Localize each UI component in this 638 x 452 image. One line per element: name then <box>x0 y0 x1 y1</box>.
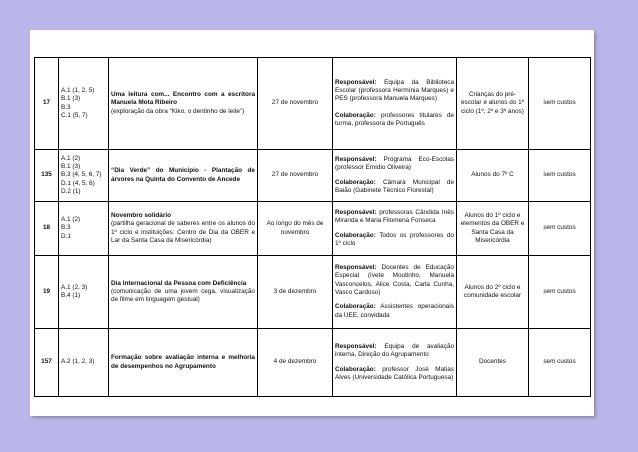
objective-code: B.3 (4, 5, 6, 7) <box>61 171 102 179</box>
objective-code: D.1 <box>61 232 71 240</box>
responsibles <box>333 256 457 329</box>
activity-details: (comunicação de uma jovem cega, visualização de filme em linguagem gestual) <box>111 287 255 304</box>
collaboration-text: Câmara Municipal de Baião (Gabinete Técnico Florestal) <box>335 178 454 194</box>
objective-code: A.2 (1, 2, 3) <box>61 358 95 366</box>
target-audience: Alunos do 7º C <box>457 150 529 202</box>
objective-codes <box>59 202 109 256</box>
cost: sem custos <box>529 202 591 256</box>
activity-description <box>109 329 258 397</box>
responsible-text: Docentes de Educação Especial (Ivete Moutinho, Manuela Vasconcelos, Alice Costa, Carla Cunha, Vasco Cardoso) <box>335 264 454 296</box>
objective-code: A.1 (1, 2, 5) <box>61 86 95 94</box>
objective-code: B.4 (1) <box>61 292 81 299</box>
activity-date: 3 de dezembro <box>258 256 333 329</box>
cost: sem custos <box>529 256 591 329</box>
activity-title: “Dia Verde” do Município - Plantação de árvores na Quinta do Convento de Ancede <box>111 167 255 183</box>
target-audience: Alunos do 2º ciclo e comunidade escolar <box>457 256 529 329</box>
collaboration-label: Colaboração: <box>335 231 376 239</box>
responsible-text: Programa Eco-Escolas (professor Emídio Oliveira) <box>335 155 454 172</box>
activity-description <box>109 202 258 256</box>
objective-code: A.1 (2) <box>61 154 81 162</box>
table-row <box>35 256 591 329</box>
responsible-label: Responsável: <box>335 264 377 272</box>
activity-description <box>109 256 258 329</box>
activity-details: (partilha geracional de saberes entre os alunos do 1º ciclo e instituições: Centro de Dia da OBER e Lar da Santa Casa da Misericórdia) <box>111 220 255 244</box>
target-audience: Docentes <box>457 329 529 397</box>
activity-title: Dia Internacional da Pessoa com Deficiência <box>111 279 247 287</box>
objective-codes <box>59 58 109 150</box>
objective-code: C.1 (5, 7) <box>61 111 88 119</box>
responsible-label: Responsável: <box>335 342 377 350</box>
objective-code: D.1 (4, 5, 6) <box>61 179 95 187</box>
responsibles <box>333 58 457 150</box>
table-row <box>35 150 591 202</box>
collaboration-label: Colaboração: <box>335 365 376 373</box>
table-row <box>35 58 591 150</box>
responsibles <box>333 329 457 397</box>
activity-date: 4 de dezembro <box>258 329 333 397</box>
objective-codes <box>59 150 109 202</box>
target-audience: Crianças do pré-escolar e alunos do 1º ciclo (1º, 2º e 3º anos) <box>457 58 529 150</box>
table-row <box>35 329 591 397</box>
collaboration-text: Todos os professores do 1º ciclo <box>335 231 454 247</box>
collaboration-label: Colaboração: <box>335 111 376 119</box>
document-page <box>30 30 594 416</box>
collaboration-text: Assistentes operacionais da UEE, convidada <box>335 303 454 319</box>
activity-title: Formação sobre avaliação interna e melhoria de desempenhos no Agrupamento <box>111 354 255 370</box>
responsibles <box>333 150 457 202</box>
activity-number: 18 <box>35 202 59 256</box>
objective-code: B.1 (3) <box>61 95 81 103</box>
activity-number: 17 <box>35 58 59 150</box>
activity-description <box>109 58 258 150</box>
activity-date: 27 de novembro <box>258 150 333 202</box>
cost: sem custos <box>529 329 591 397</box>
cost: sem custos <box>529 58 591 150</box>
activity-plan-table <box>34 57 591 397</box>
collaboration-label: Colaboração: <box>335 178 376 186</box>
objective-code: B.1 (3) <box>61 163 81 171</box>
activity-number: 19 <box>35 256 59 329</box>
objective-codes <box>59 329 109 397</box>
responsibles <box>333 202 457 256</box>
objective-code: B.3 <box>61 224 71 232</box>
responsible-label: Responsável: <box>335 78 377 86</box>
activity-title: Uma leitura com... Encontro com a escritora Manuela Mota Ribeiro <box>111 91 255 107</box>
responsible-label: Responsável: <box>335 208 377 216</box>
activity-description <box>109 150 258 202</box>
activity-number: 157 <box>35 329 59 397</box>
responsible-text: professoras Cândida Inês Miranda e Maria Filomena Fonseca <box>335 208 454 225</box>
responsible-text: Equipa da Biblioteca Escolar (professora Hermínia Marques) e PES (professora Manuela Marques) <box>335 78 454 103</box>
collaboration-text: professores titulares de turma, professora de Português <box>335 111 454 127</box>
objective-code: A.1 (2) <box>61 216 81 224</box>
activity-date: Ao longo do mês de novembro <box>258 202 333 256</box>
cost: sem custos <box>529 150 591 202</box>
objective-code: D.2 (1) <box>61 187 81 195</box>
activity-number: 135 <box>35 150 59 202</box>
activity-date: 27 de novembro <box>258 58 333 150</box>
activity-details: (exploração da obra “Kiko, o dentinho de leite”) <box>111 107 245 115</box>
target-audience: Alunos do 1º ciclo e elementos da OBER e Santa Casa da Misericórdia <box>457 202 529 256</box>
collaboration-label: Colaboração: <box>335 303 376 311</box>
responsible-label: Responsável: <box>335 155 377 163</box>
collaboration-text: professor José Matias Alves (Universidade Católica Portuguesa) <box>335 365 455 381</box>
objective-code: B.3 <box>61 103 71 111</box>
objective-code: A.1 (2, 3) <box>61 283 88 291</box>
table-row <box>35 202 591 256</box>
objective-codes <box>59 256 109 329</box>
responsible-text: Equipa de avaliação interna, Direção do Agrupamento <box>335 342 454 359</box>
activity-title: Novembro solidário <box>111 211 172 219</box>
